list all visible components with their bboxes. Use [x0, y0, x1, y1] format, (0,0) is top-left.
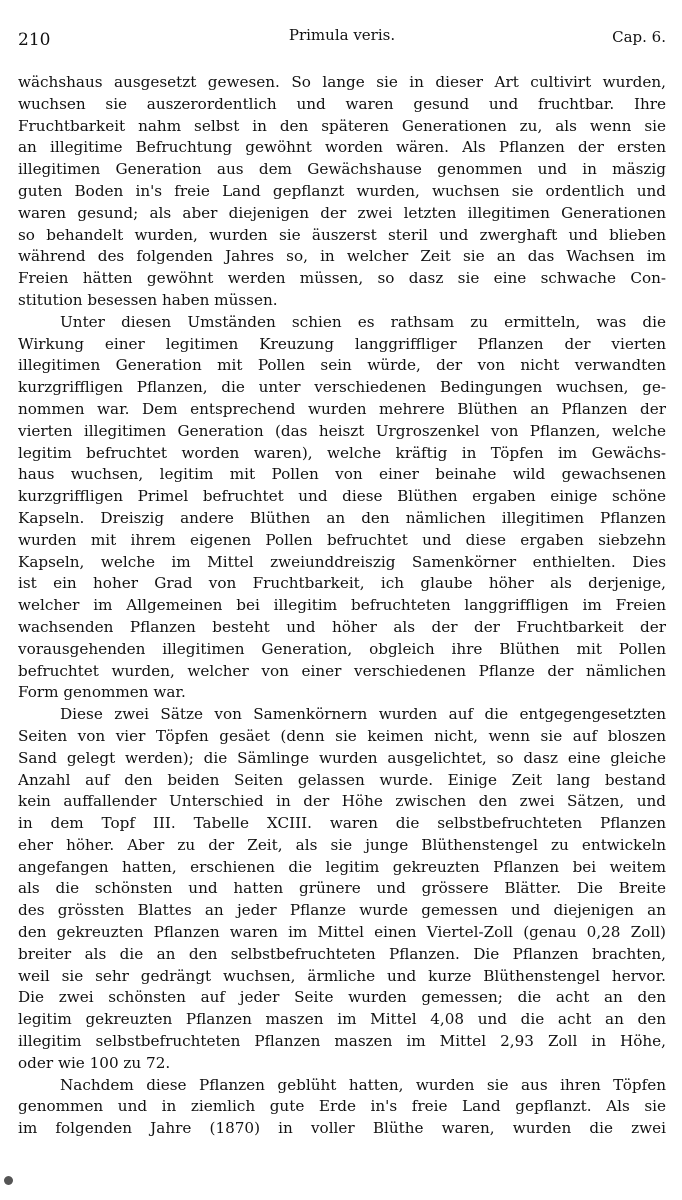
text-line: kurzgriffligen Primel befruchtet und diese Blüthen ergaben einige schöne	[18, 487, 666, 506]
text-line: vorausgehenden illegitimen Generation, obgleich ihre Blüthen mit Pollen	[18, 639, 666, 658]
running-head	[18, 26, 666, 52]
text-line: haus wuchsen, legitim mit Pollen von einer beinahe wild gewachsenen	[18, 465, 666, 484]
text-line: stitution besessen haben müssen.	[18, 290, 278, 309]
text-line: wächshaus ausgesetzt gewesen. So lange sie in dieser Art cultivirt wurden,	[18, 73, 666, 91]
text-line: Fruchtbarkeit nahm selbst in den späteren Generationen zu, als wenn sie	[18, 116, 666, 135]
text-line: Nachdem diese Pflanzen geblüht hatten, wurden sie aus ihren Töpfen	[60, 1075, 666, 1094]
text-line: Die zwei schönsten auf jeder Seite wurden gemessen; die acht an den	[18, 988, 666, 1007]
text-line: breiter als die an den selbstbefruchteten Pflanzen. Die Pflanzen brachten,	[18, 944, 666, 963]
text-line: illegitimen Generation aus dem Gewächshause genommen und in mäszig	[18, 160, 666, 179]
text-line: weil sie sehr gedrängt wuchsen, ärmliche und kurze Blüthenstengel hervor.	[18, 966, 666, 985]
page-number: 210	[18, 30, 51, 50]
text-line: den gekreuzten Pflanzen waren im Mittel einen Viertel-Zoll (genau 0,28 Zoll)	[18, 923, 666, 942]
text-line: Diese zwei Sätze von Samenkörnern wurden auf die entgegengesetzten	[60, 705, 666, 724]
text-line: an illegitime Befruchtung gewöhnt worden wären. Als Pflanzen der ersten	[18, 138, 666, 157]
text-line: ist ein hoher Grad von Fruchtbarkeit, ich glaube höher als derjenige,	[18, 574, 666, 593]
text-line: Sand gelegt werden); die Sämlinge wurden ausgelichtet, so dasz eine gleiche	[18, 748, 666, 767]
text-line: eher höher. Aber zu der Zeit, als sie junge Blüthenstengel zu entwickeln	[18, 835, 666, 854]
paragraph	[18, 704, 666, 1075]
text-line: wuchsen sie auszerordentlich und waren gesund und fruchtbar. Ihre	[18, 94, 666, 113]
text-line: wurden mit ihrem eigenen Pollen befruchtet und diese ergaben siebzehn	[18, 530, 666, 549]
text-line: nommen war. Dem entsprechend wurden mehrere Blüthen an Pflanzen der	[18, 399, 666, 418]
text-line: waren gesund; als aber diejenigen der zwei letzten illegitimen Generationen	[18, 203, 666, 222]
text-line: Wirkung einer legitimen Kreuzung langgriffliger Pflanzen der vierten	[18, 334, 666, 353]
text-line: legitim gekreuzten Pflanzen maszen im Mittel 4,08 und die acht an den	[18, 1010, 666, 1029]
text-line: Kapseln. Dreiszig andere Blüthen an den nämlichen illegitimen Pflanzen	[18, 508, 666, 527]
text-line: befruchtet wurden, welcher von einer verschiedenen Pflanze der nämlichen	[18, 661, 666, 680]
body-text	[18, 72, 666, 1140]
text-line: Unter diesen Umständen schien es rathsam zu ermitteln, was die	[60, 312, 666, 331]
text-line: vierten illegitimen Generation (das heiszt Urgroszenkel von Pflanzen, welche	[18, 421, 666, 440]
text-line: illegitim selbstbefruchteten Pflanzen maszen im Mittel 2,93 Zoll in Höhe,	[18, 1032, 666, 1051]
paragraph	[18, 312, 666, 704]
text-line: in dem Topf III. Tabelle XCIII. waren die selbstbefruchteten Pflanzen	[18, 814, 666, 833]
text-line: welcher im Allgemeinen bei illegitim befruchteten langgriffligen im Freien	[18, 596, 666, 615]
paragraph	[18, 1075, 666, 1140]
text-line: legitim befruchtet worden waren), welche kräftig in Töpfen im Gewächs-	[18, 443, 666, 462]
text-line: im folgenden Jahre (1870) in voller Blüthe waren, wurden die zwei	[18, 1119, 666, 1138]
ink-dot-mark	[4, 1176, 13, 1185]
text-line: Seiten von vier Töpfen gesäet (denn sie keimen nicht, wenn sie auf bloszen	[18, 726, 666, 745]
paragraph	[18, 72, 666, 312]
text-line: als die schönsten und hatten grünere und grössere Blätter. Die Breite	[18, 879, 666, 898]
text-line: Form genommen war.	[18, 683, 186, 702]
text-line: wachsenden Pflanzen besteht und höher als der der Fruchtbarkeit der	[18, 617, 666, 636]
text-line: des grössten Blattes an jeder Pflanze wurde gemessen und diejenigen an	[18, 901, 666, 920]
running-title: Primula veris.	[288, 26, 396, 44]
text-line: kein auffallender Unterschied in der Höhe zwischen den zwei Sätzen, und	[18, 792, 666, 811]
text-line: so behandelt wurden, wurden sie äuszerst steril und zwerghaft und blieben	[18, 225, 666, 244]
text-line: Freien hätten gewöhnt werden müssen, so dasz sie eine schwache Con-	[18, 269, 666, 288]
text-line: kurzgriffligen Pflanzen, die unter verschiedenen Bedingungen wuchsen, ge-	[18, 378, 666, 397]
text-line: guten Boden in's freie Land gepflanzt wurden, wuchsen sie ordentlich und	[18, 181, 666, 200]
text-line: während des folgenden Jahres so, in welcher Zeit sie an das Wachsen im	[18, 247, 666, 266]
text-line: Anzahl auf den beiden Seiten gelassen wurde. Einige Zeit lang bestand	[18, 770, 666, 789]
text-line: oder wie 100 zu 72.	[18, 1053, 171, 1072]
chapter-label: Cap. 6.	[612, 28, 666, 46]
text-line: genommen und in ziemlich gute Erde in's freie Land gepflanzt. Als sie	[18, 1097, 666, 1116]
text-line: illegitimen Generation mit Pollen sein würde, der von nicht verwandten	[18, 356, 666, 375]
text-line: angefangen hatten, erschienen die legitim gekreuzten Pflanzen bei weitem	[18, 857, 666, 876]
text-line: Kapseln, welche im Mittel zweiunddreiszig Samenkörner enthielten. Dies	[18, 552, 666, 571]
